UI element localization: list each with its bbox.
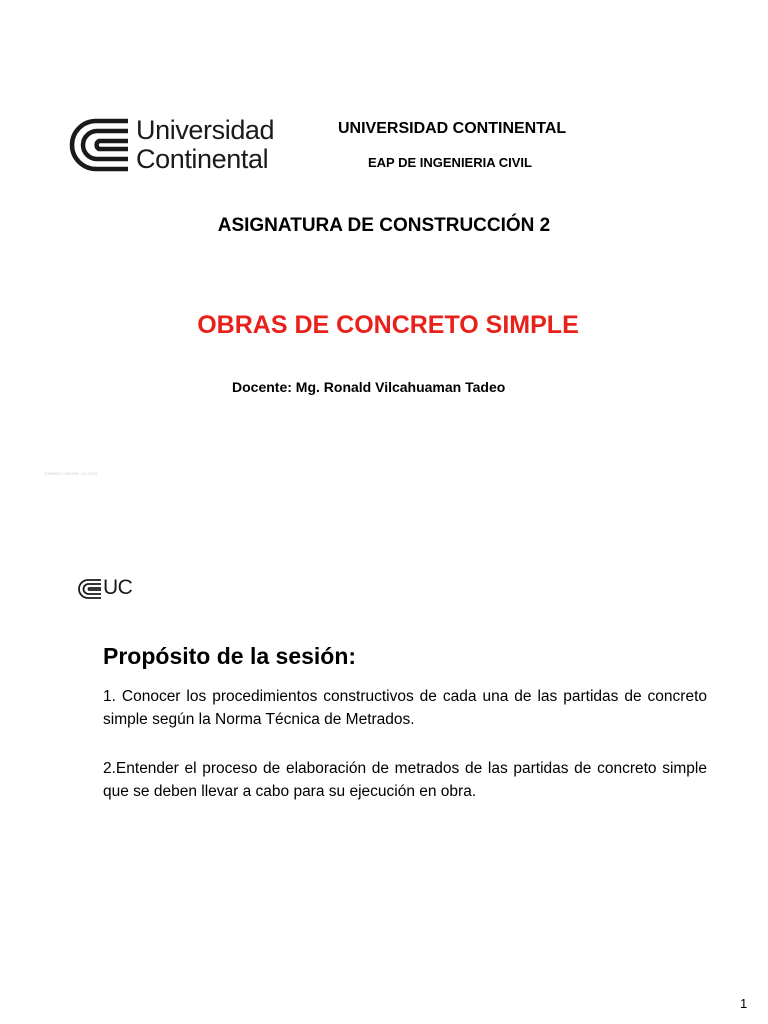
uc-c-logo-icon [66, 117, 132, 175]
purpose-paragraph-1: 1. Conocer los procedimientos constructivos de cada una de las partidas de concreto simple según la Norma Técnica de Metrados. [103, 688, 707, 728]
university-name: UNIVERSIDAD CONTINENTAL [338, 120, 567, 137]
teacher-name: Docente: Mg. Ronald Vilcahuaman Tadeo [232, 379, 506, 395]
school-name: EAP DE INGENIERIA CIVIL [368, 155, 532, 170]
logo-word-continental: Continental [136, 144, 269, 174]
course-title: ASIGNATURA DE CONSTRUCCIÓN 2 [217, 215, 551, 236]
purpose-paragraph-2: 2.Entender el proceso de elaboración de metrados de las partidas de concreto simple que se deben llevar a cabo para su ejecución en obra. [103, 760, 707, 800]
uc-small-logo [77, 578, 147, 600]
presentation-title: OBRAS DE CONCRETO SIMPLE [197, 311, 579, 339]
session-purpose-heading: Propósito de la sesión: [103, 643, 357, 669]
page-number: 1 [740, 996, 748, 1011]
universidad-continental-logo [66, 117, 286, 177]
uc-small-c-icon [77, 578, 101, 600]
uc-logo-text: UC [103, 576, 133, 599]
logo-word-universidad: Universidad [136, 115, 275, 145]
tiny-watermark-text: ERMERO JARAPA -UC 2024 [45, 471, 97, 476]
